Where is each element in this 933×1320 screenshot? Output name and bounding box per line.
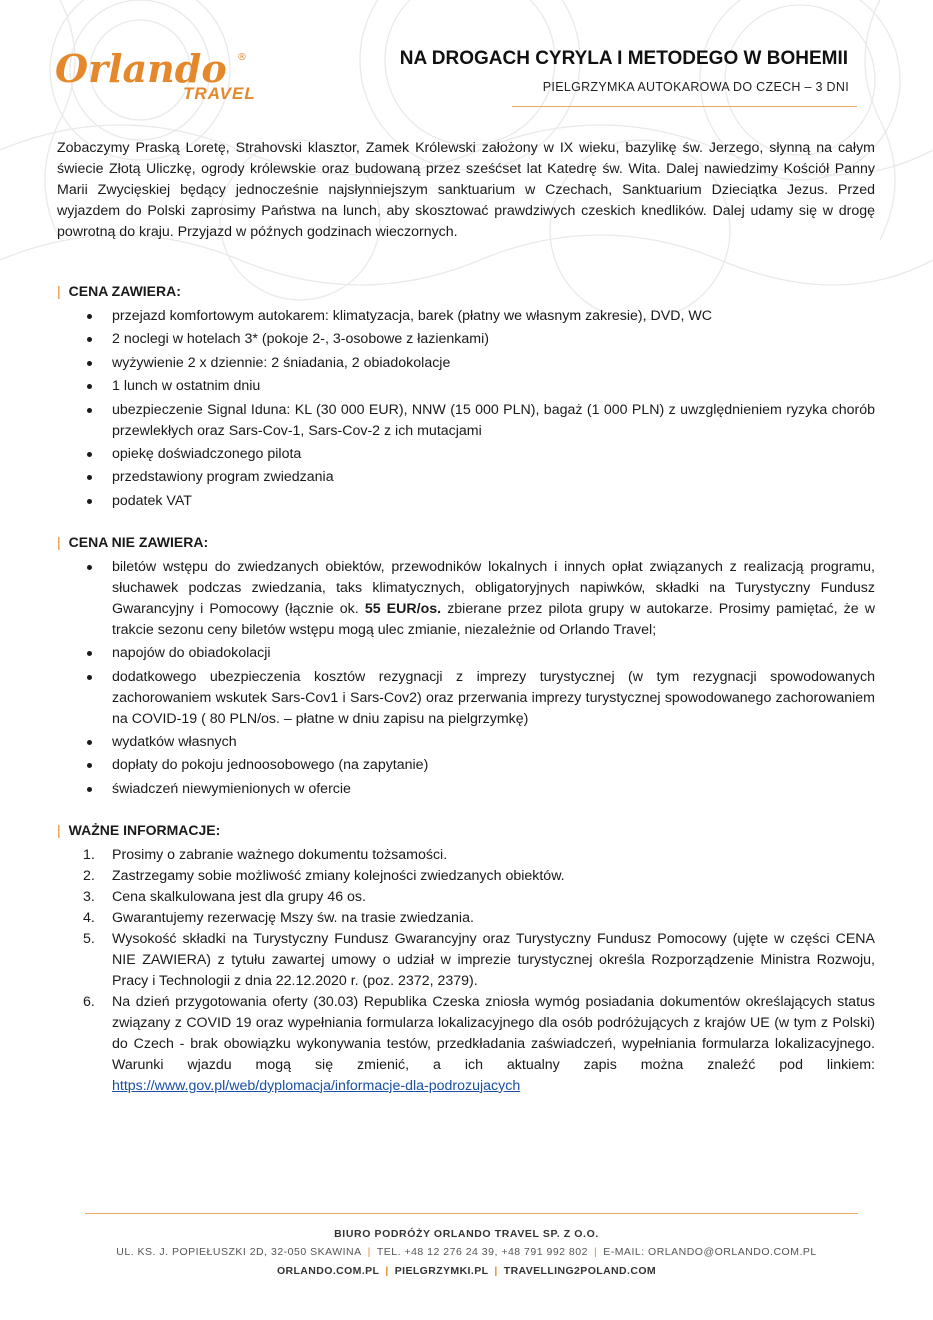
footer-separator: | [593, 1246, 598, 1258]
list-item: podatek VAT [57, 491, 875, 512]
numbered-item [57, 845, 875, 866]
list-item: 2 noclegi w hotelach 3* (pokoje 2-, 3-osobowe z łazienkami) [57, 329, 875, 350]
list-item: wyżywienie 2 x dziennie: 2 śniadania, 2 obiadokolacje [57, 353, 875, 374]
footer-divider [85, 1213, 858, 1214]
item-number: 6. [83, 993, 95, 1010]
page-title: NA DROGACH CYRYLA I METODEGO W BOHEMII [399, 48, 848, 69]
list-item: napojów do obiadokolacji [57, 643, 875, 664]
price-highlight: 55 EUR/os. [364, 600, 442, 617]
section-title: CENA NIE ZAWIERA: [68, 533, 209, 550]
list-item [57, 557, 875, 641]
section-title: WAŻNE INFORMACJE: [68, 821, 221, 838]
section-heading-cena-nie-zawiera [57, 532, 875, 553]
section-accent-bar: | [57, 533, 61, 550]
item-number: 3. [83, 888, 95, 905]
wazne-informacje-list [57, 845, 875, 1097]
numbered-item [57, 887, 875, 908]
item-text: Prosimy o zabranie ważnego dokumentu tożsamości. [112, 846, 448, 863]
item-number: 2. [83, 867, 95, 884]
list-item: ubezpieczenie Signal Iduna: KL (30 000 EUR), NNW (15 000 PLN), bagaż (1 000 PLN) z uwzględnieniem ryzyka chorób przewlekłych oraz Sars-Cov-1, Sars-Cov-2 z ich mutacjami [57, 400, 875, 442]
logo-script-text: Orlando [55, 46, 227, 91]
numbered-item [57, 929, 875, 992]
item-text: Gwarantujemy rezerwację Mszy św. na trasie zwiedzania. [112, 909, 474, 926]
list-item: przejazd komfortowym autokarem: klimatyzacja, barek (płatny we własnym zakresie), DVD, WC [57, 306, 875, 327]
item-text: Wysokość składki na Turystyczny Fundusz Gwarancyjny oraz Turystyczny Fundusz Pomocowy (ujęte w części CENA NIE ZAWIERA) z tytułu zawartej umowy o udział w imprezie turystycznej określa Rozporządzenie Ministra Rozwoju, Pracy i Technologii z dnia 22.12.2020 r. (poz. 2372, 2379). [112, 930, 875, 989]
header-divider [512, 106, 857, 107]
section-accent-bar: | [57, 821, 61, 838]
footer-site-pielgrzymki[interactable]: PIELGRZYMKI.PL [394, 1265, 489, 1277]
logo-travel-text: TRAVEL [183, 84, 256, 103]
footer-separator: | [367, 1246, 371, 1258]
intro-paragraph: Zobaczymy Praską Loretę, Strahovski klasztor, Zamek Królewski założony w IX wieku, bazylikę św. Jerzego, słynną na całym świecie Złotą Uliczkę, ogrody królewskie oraz budowaną przez sześćset lat Katedrę św. Wita. Dalej nawiedzimy Kościół Panny Marii Zwycięskiej będący jednocześnie najsłynniejszym sanktuarium w Czechach, Sanktuarium Dzieciątka Jezus. Przed wyjazdem do Polski zaprosimy Państwa na lunch, aby skosztować prawdziwych czeskich knedlików. Dalej udamy się w drogę powrotną do kraju. Przyjazd w późnych godzinach wieczornych. [57, 140, 875, 240]
list-item: 1 lunch w ostatnim dniu [57, 376, 875, 397]
item-number: 1. [83, 846, 95, 863]
numbered-item [57, 866, 875, 887]
gov-travel-info-link[interactable]: https://www.gov.pl/web/dyplomacja/informacje-dla-podrozujacych [112, 1077, 521, 1094]
item-text: Cena skalkulowana jest dla grupy 46 os. [112, 888, 366, 905]
list-item: przedstawiony program zwiedzania [57, 467, 875, 488]
list-item: dopłaty do pokoju jednoosobowego (na zapytanie) [57, 755, 875, 776]
section-heading-wazne-informacje [57, 820, 875, 841]
footer-separator: | [494, 1265, 498, 1277]
footer-email[interactable]: E-MAIL: ORLANDO@ORLANDO.COM.PL [603, 1246, 817, 1258]
footer-address: UL. KS. J. POPIEŁUSZKI 2D, 32-050 SKAWINA [116, 1246, 362, 1258]
footer-websites-line [0, 1265, 933, 1277]
footer-site-orlando[interactable]: ORLANDO.COM.PL [276, 1265, 380, 1277]
numbered-item [57, 908, 875, 929]
list-item: opiekę doświadczonego pilota [57, 444, 875, 465]
item-number: 4. [83, 909, 95, 926]
item-number: 5. [83, 930, 95, 947]
page-subtitle: PIELGRZYMKA AUTOKAROWA DO CZECH – 3 DNI [542, 80, 849, 94]
section-title: CENA ZAWIERA: [68, 283, 181, 299]
document-body [57, 138, 875, 1097]
section-heading-cena-zawiera [57, 281, 875, 302]
numbered-item [57, 992, 875, 1097]
logo-registered-mark: ® [237, 52, 247, 63]
orlando-travel-logo [55, 46, 265, 112]
footer-separator: | [385, 1265, 389, 1277]
list-item: wydatków własnych [57, 732, 875, 753]
list-item-text: biletów wstępu do zwiedzanych obiektów, przewodników lokalnych i innych opłat związanych z realizacją programu, słuchawek podczas zwiedzania, taks klimatycznych, obligatoryjnych napiwków, składki na Turystyczny Fundusz Gwarancyjny i Pomocowy (łącznie ok. [112, 558, 875, 617]
list-item-text: zbierane przez pilota grupy w autokarze. Prosimy pamiętać, że w trakcie sezonu ceny biletów wstępu mogą ulec zmianie, niezależnie od Orlando Travel; [112, 600, 875, 638]
footer-company-name: BIURO PODRÓŻY ORLANDO TRAVEL SP. Z O.O. [334, 1228, 599, 1240]
footer-phone: TEL. +48 12 276 24 39, +48 791 992 802 [376, 1246, 588, 1258]
list-item: dodatkowego ubezpieczenia kosztów rezygnacji z imprezy turystycznej (w tym rezygnacji spowodowanych zachorowaniem wskutek Sars-Cov1 i Sars-Cov2) oraz przerwania imprezy turystycznej spowodowanego zachorowaniem na COVID-19 ( 80 PLN/os. – płatne w dniu zapisu na pielgrzymkę) [57, 667, 875, 730]
footer-site-travelling2poland[interactable]: TRAVELLING2POLAND.COM [503, 1265, 657, 1277]
list-item: świadczeń niewymienionych w ofercie [57, 779, 875, 800]
cena-nie-zawiera-list [57, 557, 875, 800]
section-accent-bar: | [57, 283, 61, 299]
cena-zawiera-list [57, 306, 875, 512]
footer-contact-line [0, 1246, 933, 1258]
item-text: Na dzień przygotowania oferty (30.03) Republika Czeska zniosła wymóg posiadania dokumentów określających status związany z COVID 19 oraz wypełniania formularza lokalizacyjnego dla osób podróżujących z krajów UE (w tym z Polski) do Czech - brak obowiązku wykonywania testów, przedkładania zaświadczeń, wypełniania formularza lokalizacyjnego. Warunki wjazdu mogą się zmienić, a ich aktualny zapis można znaleźć pod linkiem: [112, 993, 875, 1073]
item-text: Zastrzegamy sobie możliwość zmiany kolejności zwiedzanych obiektów. [112, 867, 565, 884]
